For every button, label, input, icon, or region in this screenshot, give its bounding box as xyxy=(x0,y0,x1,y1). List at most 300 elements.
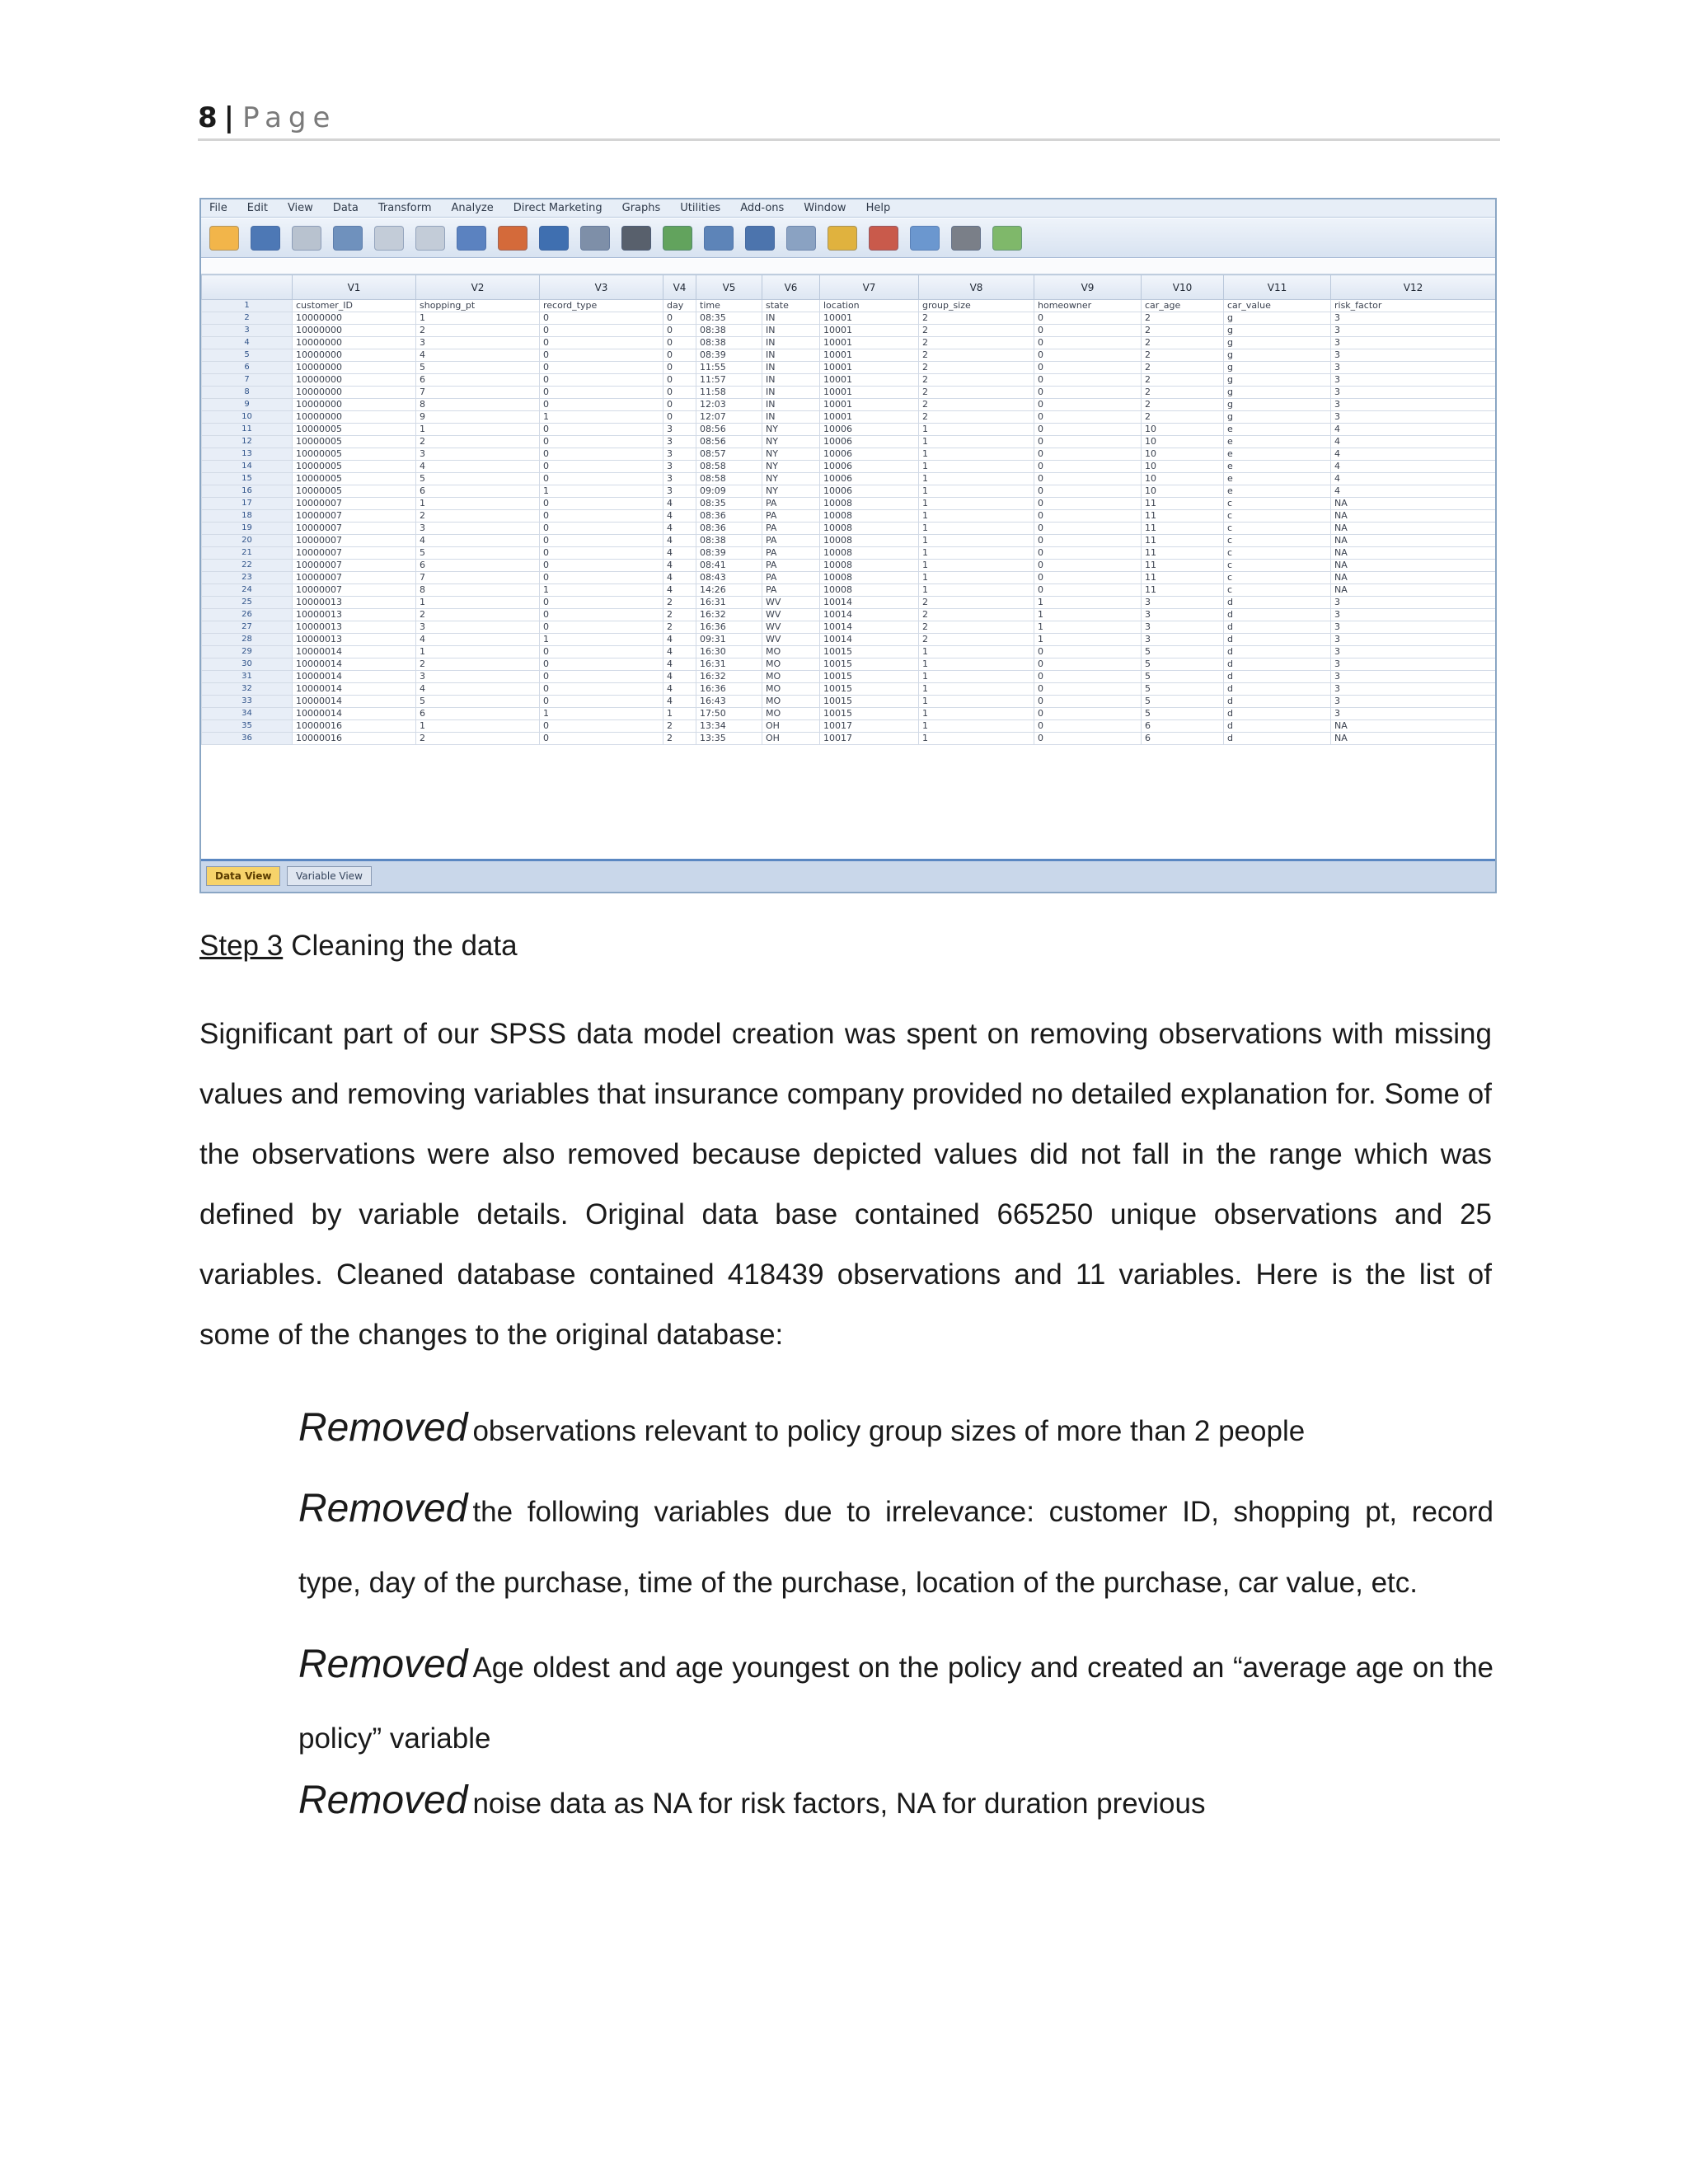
row-number[interactable]: 7 xyxy=(202,374,293,387)
data-cell[interactable]: 2 xyxy=(919,399,1034,411)
data-cell[interactable]: 10006 xyxy=(820,485,919,498)
data-cell[interactable]: 10008 xyxy=(820,535,919,547)
data-cell[interactable]: 4 xyxy=(663,646,696,658)
data-cell[interactable]: 10008 xyxy=(820,584,919,597)
data-cell[interactable]: 0 xyxy=(1034,572,1142,584)
data-cell[interactable]: PA xyxy=(762,560,820,572)
data-cell[interactable]: 3 xyxy=(416,448,540,461)
data-cell[interactable]: 10015 xyxy=(820,696,919,708)
row-number[interactable]: 18 xyxy=(202,510,293,523)
row-number[interactable]: 25 xyxy=(202,597,293,609)
row-number[interactable]: 8 xyxy=(202,387,293,399)
data-cell[interactable]: 0 xyxy=(663,374,696,387)
data-cell[interactable]: OH xyxy=(762,720,820,733)
data-cell[interactable]: 10000013 xyxy=(293,621,416,634)
data-cell[interactable]: 13:34 xyxy=(696,720,762,733)
data-cell[interactable]: 0 xyxy=(540,424,663,436)
data-cell[interactable]: day xyxy=(663,300,696,312)
column-header-v5[interactable]: V5 xyxy=(696,275,762,300)
data-cell[interactable]: d xyxy=(1224,609,1331,621)
column-header-v4[interactable]: V4 xyxy=(663,275,696,300)
data-cell[interactable]: 10000000 xyxy=(293,399,416,411)
data-cell[interactable]: 0 xyxy=(663,387,696,399)
data-cell[interactable]: c xyxy=(1224,572,1331,584)
data-cell[interactable]: IN xyxy=(762,387,820,399)
data-cell[interactable]: 2 xyxy=(1142,349,1224,362)
data-cell[interactable]: 10000007 xyxy=(293,560,416,572)
data-cell[interactable]: MO xyxy=(762,646,820,658)
data-cell[interactable]: 2 xyxy=(663,597,696,609)
data-cell[interactable]: 1 xyxy=(919,683,1034,696)
data-cell[interactable]: 3 xyxy=(1331,312,1496,325)
data-cell[interactable]: 0 xyxy=(1034,696,1142,708)
data-cell[interactable]: 2 xyxy=(663,621,696,634)
row-number[interactable]: 23 xyxy=(202,572,293,584)
data-cell[interactable]: 4 xyxy=(416,683,540,696)
data-cell[interactable]: NY xyxy=(762,424,820,436)
row-number[interactable]: 24 xyxy=(202,584,293,597)
data-cell[interactable]: 1 xyxy=(540,634,663,646)
data-cell[interactable]: g xyxy=(1224,411,1331,424)
menu-item-help[interactable]: Help xyxy=(865,202,891,214)
menu-item-utilities[interactable]: Utilities xyxy=(680,202,721,214)
data-cell[interactable]: 1 xyxy=(919,658,1034,671)
row-number[interactable]: 21 xyxy=(202,547,293,560)
data-cell[interactable]: 10001 xyxy=(820,337,919,349)
data-cell[interactable]: 4 xyxy=(416,634,540,646)
data-cell[interactable]: MO xyxy=(762,658,820,671)
data-cell[interactable]: c xyxy=(1224,547,1331,560)
data-cell[interactable]: 2 xyxy=(663,609,696,621)
column-header-v12[interactable]: V12 xyxy=(1331,275,1496,300)
data-cell[interactable]: 4 xyxy=(663,535,696,547)
data-cell[interactable]: 2 xyxy=(416,658,540,671)
data-cell[interactable]: 2 xyxy=(919,337,1034,349)
data-cell[interactable]: 8 xyxy=(416,399,540,411)
data-cell[interactable]: 2 xyxy=(919,621,1034,634)
data-cell[interactable]: 3 xyxy=(663,473,696,485)
data-cell[interactable]: 6 xyxy=(1142,720,1224,733)
data-cell[interactable]: 11 xyxy=(1142,547,1224,560)
data-cell[interactable]: 10000005 xyxy=(293,485,416,498)
data-cell[interactable]: 0 xyxy=(1034,671,1142,683)
data-cell[interactable]: 16:32 xyxy=(696,671,762,683)
data-cell[interactable]: d xyxy=(1224,634,1331,646)
data-cell[interactable]: 0 xyxy=(1034,399,1142,411)
data-cell[interactable]: g xyxy=(1224,374,1331,387)
data-cell[interactable]: 08:38 xyxy=(696,337,762,349)
column-header-v6[interactable]: V6 xyxy=(762,275,820,300)
data-cell[interactable]: 10000007 xyxy=(293,510,416,523)
row-number[interactable]: 28 xyxy=(202,634,293,646)
row-number[interactable]: 32 xyxy=(202,683,293,696)
column-header-v3[interactable]: V3 xyxy=(540,275,663,300)
tab-variable-view[interactable]: Variable View xyxy=(287,866,372,886)
data-cell[interactable]: 0 xyxy=(540,560,663,572)
data-cell[interactable]: 10000016 xyxy=(293,720,416,733)
data-cell[interactable]: 10000000 xyxy=(293,312,416,325)
data-cell[interactable]: 08:39 xyxy=(696,547,762,560)
data-cell[interactable]: 10000016 xyxy=(293,733,416,745)
data-cell[interactable]: c xyxy=(1224,510,1331,523)
data-cell[interactable]: 1 xyxy=(919,473,1034,485)
data-cell[interactable]: 11 xyxy=(1142,498,1224,510)
data-cell[interactable]: 0 xyxy=(663,337,696,349)
data-cell[interactable]: 11 xyxy=(1142,572,1224,584)
data-cell[interactable]: 3 xyxy=(416,523,540,535)
row-number[interactable]: 6 xyxy=(202,362,293,374)
data-cell[interactable]: PA xyxy=(762,547,820,560)
data-cell[interactable]: 0 xyxy=(540,733,663,745)
data-cell[interactable]: 2 xyxy=(919,609,1034,621)
data-cell[interactable]: d xyxy=(1224,658,1331,671)
row-number[interactable]: 2 xyxy=(202,312,293,325)
data-cell[interactable]: 0 xyxy=(1034,658,1142,671)
data-cell[interactable]: 4 xyxy=(663,498,696,510)
data-cell[interactable]: 0 xyxy=(540,374,663,387)
data-cell[interactable]: 1 xyxy=(416,312,540,325)
data-cell[interactable]: 0 xyxy=(540,325,663,337)
data-cell[interactable]: 3 xyxy=(1331,621,1496,634)
data-cell[interactable]: 11 xyxy=(1142,510,1224,523)
data-cell[interactable]: OH xyxy=(762,733,820,745)
data-cell[interactable]: 0 xyxy=(663,325,696,337)
data-cell[interactable]: 5 xyxy=(1142,683,1224,696)
row-number[interactable]: 36 xyxy=(202,733,293,745)
row-number[interactable]: 15 xyxy=(202,473,293,485)
data-cell[interactable]: MO xyxy=(762,683,820,696)
data-cell[interactable]: 10000007 xyxy=(293,584,416,597)
data-cell[interactable]: 0 xyxy=(540,547,663,560)
data-cell[interactable]: IN xyxy=(762,399,820,411)
data-cell[interactable]: 1 xyxy=(919,720,1034,733)
data-cell[interactable]: 0 xyxy=(540,671,663,683)
data-cell[interactable]: 0 xyxy=(540,349,663,362)
data-cell[interactable]: group_size xyxy=(919,300,1034,312)
data-cell[interactable]: 0 xyxy=(540,436,663,448)
row-number[interactable]: 9 xyxy=(202,399,293,411)
data-cell[interactable]: 0 xyxy=(1034,560,1142,572)
data-cell[interactable]: 11:57 xyxy=(696,374,762,387)
data-cell[interactable]: 1 xyxy=(416,498,540,510)
data-cell[interactable]: 3 xyxy=(1331,609,1496,621)
data-cell[interactable]: e xyxy=(1224,424,1331,436)
data-cell[interactable]: 3 xyxy=(1331,349,1496,362)
data-cell[interactable]: 10008 xyxy=(820,523,919,535)
data-cell[interactable]: MO xyxy=(762,708,820,720)
data-cell[interactable]: 0 xyxy=(1034,374,1142,387)
data-cell[interactable]: 0 xyxy=(540,523,663,535)
data-cell[interactable]: 0 xyxy=(1034,646,1142,658)
data-cell[interactable]: 1 xyxy=(919,572,1034,584)
data-cell[interactable]: 1 xyxy=(919,485,1034,498)
menu-item-file[interactable]: File xyxy=(209,202,227,214)
data-cell[interactable]: 2 xyxy=(416,609,540,621)
data-cell[interactable]: 0 xyxy=(1034,424,1142,436)
data-cell[interactable]: 3 xyxy=(1331,634,1496,646)
data-cell[interactable]: location xyxy=(820,300,919,312)
data-cell[interactable]: 3 xyxy=(1142,621,1224,634)
data-cell[interactable]: 10000007 xyxy=(293,547,416,560)
data-cell[interactable]: g xyxy=(1224,362,1331,374)
data-cell[interactable]: 08:36 xyxy=(696,523,762,535)
row-number[interactable]: 4 xyxy=(202,337,293,349)
data-cell[interactable]: 10000007 xyxy=(293,572,416,584)
data-cell[interactable]: 10006 xyxy=(820,461,919,473)
data-cell[interactable]: 10015 xyxy=(820,708,919,720)
data-cell[interactable]: 2 xyxy=(919,325,1034,337)
data-cell[interactable]: c xyxy=(1224,584,1331,597)
row-number[interactable]: 5 xyxy=(202,349,293,362)
tab-data-view[interactable]: Data View xyxy=(206,866,280,886)
data-cell[interactable]: NA xyxy=(1331,510,1496,523)
data-cell[interactable]: 1 xyxy=(919,498,1034,510)
data-cell[interactable]: 1 xyxy=(416,424,540,436)
data-cell[interactable]: 10 xyxy=(1142,436,1224,448)
data-cell[interactable]: 1 xyxy=(540,708,663,720)
data-cell[interactable]: 1 xyxy=(919,560,1034,572)
data-cell[interactable]: NA xyxy=(1331,733,1496,745)
data-cell[interactable]: 12:03 xyxy=(696,399,762,411)
data-cell[interactable]: 10000000 xyxy=(293,362,416,374)
row-number[interactable]: 29 xyxy=(202,646,293,658)
data-cell[interactable]: 1 xyxy=(919,671,1034,683)
menu-item-data[interactable]: Data xyxy=(332,202,359,214)
data-cell[interactable]: 08:36 xyxy=(696,510,762,523)
data-cell[interactable]: e xyxy=(1224,448,1331,461)
data-cell[interactable]: WV xyxy=(762,597,820,609)
data-cell[interactable]: PA xyxy=(762,535,820,547)
data-cell[interactable]: 1 xyxy=(1034,597,1142,609)
data-cell[interactable]: 4 xyxy=(663,696,696,708)
data-cell[interactable]: 0 xyxy=(663,312,696,325)
data-cell[interactable]: 0 xyxy=(1034,510,1142,523)
data-cell[interactable]: 4 xyxy=(663,584,696,597)
data-cell[interactable]: 08:57 xyxy=(696,448,762,461)
data-cell[interactable]: 08:56 xyxy=(696,424,762,436)
data-cell[interactable]: 0 xyxy=(1034,436,1142,448)
data-cell[interactable]: PA xyxy=(762,584,820,597)
data-cell[interactable]: 2 xyxy=(1142,387,1224,399)
data-cell[interactable]: 16:43 xyxy=(696,696,762,708)
row-number[interactable]: 1 xyxy=(202,300,293,312)
data-cell[interactable]: 08:35 xyxy=(696,312,762,325)
data-cell[interactable]: IN xyxy=(762,411,820,424)
data-cell[interactable]: 2 xyxy=(919,312,1034,325)
data-cell[interactable]: 10000005 xyxy=(293,436,416,448)
data-cell[interactable]: 10000005 xyxy=(293,473,416,485)
data-cell[interactable]: 17:50 xyxy=(696,708,762,720)
data-cell[interactable]: 2 xyxy=(1142,337,1224,349)
data-cell[interactable]: 3 xyxy=(663,436,696,448)
data-cell[interactable]: 4 xyxy=(416,461,540,473)
data-cell[interactable]: g xyxy=(1224,325,1331,337)
data-cell[interactable]: 0 xyxy=(663,362,696,374)
data-cell[interactable]: IN xyxy=(762,325,820,337)
data-cell[interactable]: NA xyxy=(1331,720,1496,733)
data-cell[interactable]: 4 xyxy=(663,671,696,683)
data-cell[interactable]: 1 xyxy=(919,461,1034,473)
data-cell[interactable]: 10000014 xyxy=(293,683,416,696)
data-cell[interactable]: 1 xyxy=(919,535,1034,547)
data-cell[interactable]: 4 xyxy=(663,683,696,696)
data-cell[interactable]: 16:36 xyxy=(696,621,762,634)
data-cell[interactable]: 10000014 xyxy=(293,658,416,671)
data-cell[interactable]: 2 xyxy=(919,349,1034,362)
data-cell[interactable]: 10000014 xyxy=(293,646,416,658)
data-cell[interactable]: 3 xyxy=(1331,411,1496,424)
menu-item-graphs[interactable]: Graphs xyxy=(621,202,661,214)
row-number[interactable]: 17 xyxy=(202,498,293,510)
data-cell[interactable]: 10006 xyxy=(820,448,919,461)
data-cell[interactable]: 10001 xyxy=(820,387,919,399)
data-cell[interactable]: d xyxy=(1224,671,1331,683)
data-cell[interactable]: 09:31 xyxy=(696,634,762,646)
data-cell[interactable]: 0 xyxy=(540,312,663,325)
data-cell[interactable]: 1 xyxy=(919,646,1034,658)
data-cell[interactable]: NA xyxy=(1331,535,1496,547)
data-cell[interactable]: 08:38 xyxy=(696,535,762,547)
data-cell[interactable]: 0 xyxy=(1034,485,1142,498)
data-cell[interactable]: 10015 xyxy=(820,671,919,683)
data-cell[interactable]: 10000007 xyxy=(293,498,416,510)
data-cell[interactable]: NY xyxy=(762,473,820,485)
data-cell[interactable]: 10015 xyxy=(820,646,919,658)
data-cell[interactable]: 10000005 xyxy=(293,448,416,461)
data-cell[interactable]: 3 xyxy=(1331,597,1496,609)
column-header-v10[interactable]: V10 xyxy=(1142,275,1224,300)
menu-item-edit[interactable]: Edit xyxy=(246,202,268,214)
row-number[interactable]: 13 xyxy=(202,448,293,461)
column-header-v2[interactable]: V2 xyxy=(416,275,540,300)
row-number[interactable]: 19 xyxy=(202,523,293,535)
data-cell[interactable]: 0 xyxy=(1034,733,1142,745)
data-cell[interactable]: 6 xyxy=(416,708,540,720)
data-cell[interactable]: 2 xyxy=(1142,325,1224,337)
data-cell[interactable]: 10 xyxy=(1142,461,1224,473)
data-cell[interactable]: g xyxy=(1224,337,1331,349)
data-cell[interactable]: 0 xyxy=(1034,523,1142,535)
data-cell[interactable]: 1 xyxy=(1034,621,1142,634)
data-cell[interactable]: 10000013 xyxy=(293,609,416,621)
data-cell[interactable]: 11 xyxy=(1142,535,1224,547)
data-cell[interactable]: 08:35 xyxy=(696,498,762,510)
data-cell[interactable]: 10000000 xyxy=(293,411,416,424)
row-number[interactable]: 27 xyxy=(202,621,293,634)
data-cell[interactable]: 10008 xyxy=(820,498,919,510)
data-cell[interactable]: 11:58 xyxy=(696,387,762,399)
data-cell[interactable]: 10000014 xyxy=(293,696,416,708)
data-cell[interactable]: 1 xyxy=(919,696,1034,708)
data-cell[interactable]: 1 xyxy=(919,547,1034,560)
data-cell[interactable]: 1 xyxy=(663,708,696,720)
data-cell[interactable]: car_value xyxy=(1224,300,1331,312)
data-cell[interactable]: 4 xyxy=(1331,424,1496,436)
data-cell[interactable]: 3 xyxy=(1331,708,1496,720)
data-cell[interactable]: 10000007 xyxy=(293,523,416,535)
data-cell[interactable]: time xyxy=(696,300,762,312)
data-cell[interactable]: IN xyxy=(762,374,820,387)
data-cell[interactable]: 6 xyxy=(416,374,540,387)
data-cell[interactable]: 0 xyxy=(1034,387,1142,399)
data-cell[interactable]: 3 xyxy=(1331,362,1496,374)
data-cell[interactable]: 2 xyxy=(919,411,1034,424)
data-cell[interactable]: customer_ID xyxy=(293,300,416,312)
data-cell[interactable]: 4 xyxy=(416,349,540,362)
data-cell[interactable]: 16:30 xyxy=(696,646,762,658)
row-number[interactable]: 30 xyxy=(202,658,293,671)
data-cell[interactable]: 4 xyxy=(1331,485,1496,498)
data-cell[interactable]: 5 xyxy=(1142,708,1224,720)
data-cell[interactable]: 08:38 xyxy=(696,325,762,337)
data-cell[interactable]: 4 xyxy=(1331,448,1496,461)
data-cell[interactable]: 3 xyxy=(1331,387,1496,399)
data-cell[interactable]: 14:26 xyxy=(696,584,762,597)
data-cell[interactable]: 0 xyxy=(663,399,696,411)
menu-item-analyze[interactable]: Analyze xyxy=(451,202,494,214)
data-cell[interactable]: 16:31 xyxy=(696,658,762,671)
data-cell[interactable]: 0 xyxy=(663,411,696,424)
data-cell[interactable]: 10014 xyxy=(820,634,919,646)
data-cell[interactable]: 0 xyxy=(1034,683,1142,696)
data-cell[interactable]: 2 xyxy=(1142,411,1224,424)
data-cell[interactable]: 4 xyxy=(1331,436,1496,448)
data-cell[interactable]: 10014 xyxy=(820,609,919,621)
data-cell[interactable]: 09:09 xyxy=(696,485,762,498)
data-cell[interactable]: 0 xyxy=(540,399,663,411)
data-cell[interactable]: 10 xyxy=(1142,473,1224,485)
data-cell[interactable]: 1 xyxy=(919,436,1034,448)
row-number[interactable]: 11 xyxy=(202,424,293,436)
data-cell[interactable]: 1 xyxy=(919,523,1034,535)
data-cell[interactable]: WV xyxy=(762,621,820,634)
data-cell[interactable]: 10000000 xyxy=(293,374,416,387)
data-cell[interactable]: NY xyxy=(762,436,820,448)
menu-item-window[interactable]: Window xyxy=(804,202,846,214)
data-cell[interactable]: NA xyxy=(1331,498,1496,510)
data-cell[interactable]: NY xyxy=(762,485,820,498)
menu-item-view[interactable]: View xyxy=(287,202,313,214)
data-cell[interactable]: 2 xyxy=(1142,362,1224,374)
data-cell[interactable]: 9 xyxy=(416,411,540,424)
data-cell[interactable]: 0 xyxy=(540,597,663,609)
data-cell[interactable]: IN xyxy=(762,312,820,325)
data-cell[interactable]: 4 xyxy=(663,523,696,535)
data-cell[interactable]: 0 xyxy=(1034,473,1142,485)
data-cell[interactable]: 1 xyxy=(919,510,1034,523)
data-cell[interactable]: 1 xyxy=(540,584,663,597)
data-cell[interactable]: 5 xyxy=(1142,671,1224,683)
data-cell[interactable]: 3 xyxy=(1331,374,1496,387)
column-header-v8[interactable]: V8 xyxy=(919,275,1034,300)
data-cell[interactable]: 1 xyxy=(416,720,540,733)
data-cell[interactable]: 3 xyxy=(1331,337,1496,349)
data-cell[interactable]: homeowner xyxy=(1034,300,1142,312)
data-cell[interactable]: 10000000 xyxy=(293,387,416,399)
data-cell[interactable]: 6 xyxy=(1142,733,1224,745)
data-cell[interactable]: 0 xyxy=(1034,325,1142,337)
data-cell[interactable]: 4 xyxy=(663,658,696,671)
data-cell[interactable]: 0 xyxy=(540,461,663,473)
data-cell[interactable]: 2 xyxy=(919,597,1034,609)
data-cell[interactable]: 10001 xyxy=(820,399,919,411)
data-cell[interactable]: WV xyxy=(762,609,820,621)
data-cell[interactable]: 0 xyxy=(540,609,663,621)
data-cell[interactable]: 10000013 xyxy=(293,634,416,646)
data-cell[interactable]: 3 xyxy=(1142,597,1224,609)
data-cell[interactable]: 0 xyxy=(1034,461,1142,473)
data-cell[interactable]: 0 xyxy=(540,683,663,696)
